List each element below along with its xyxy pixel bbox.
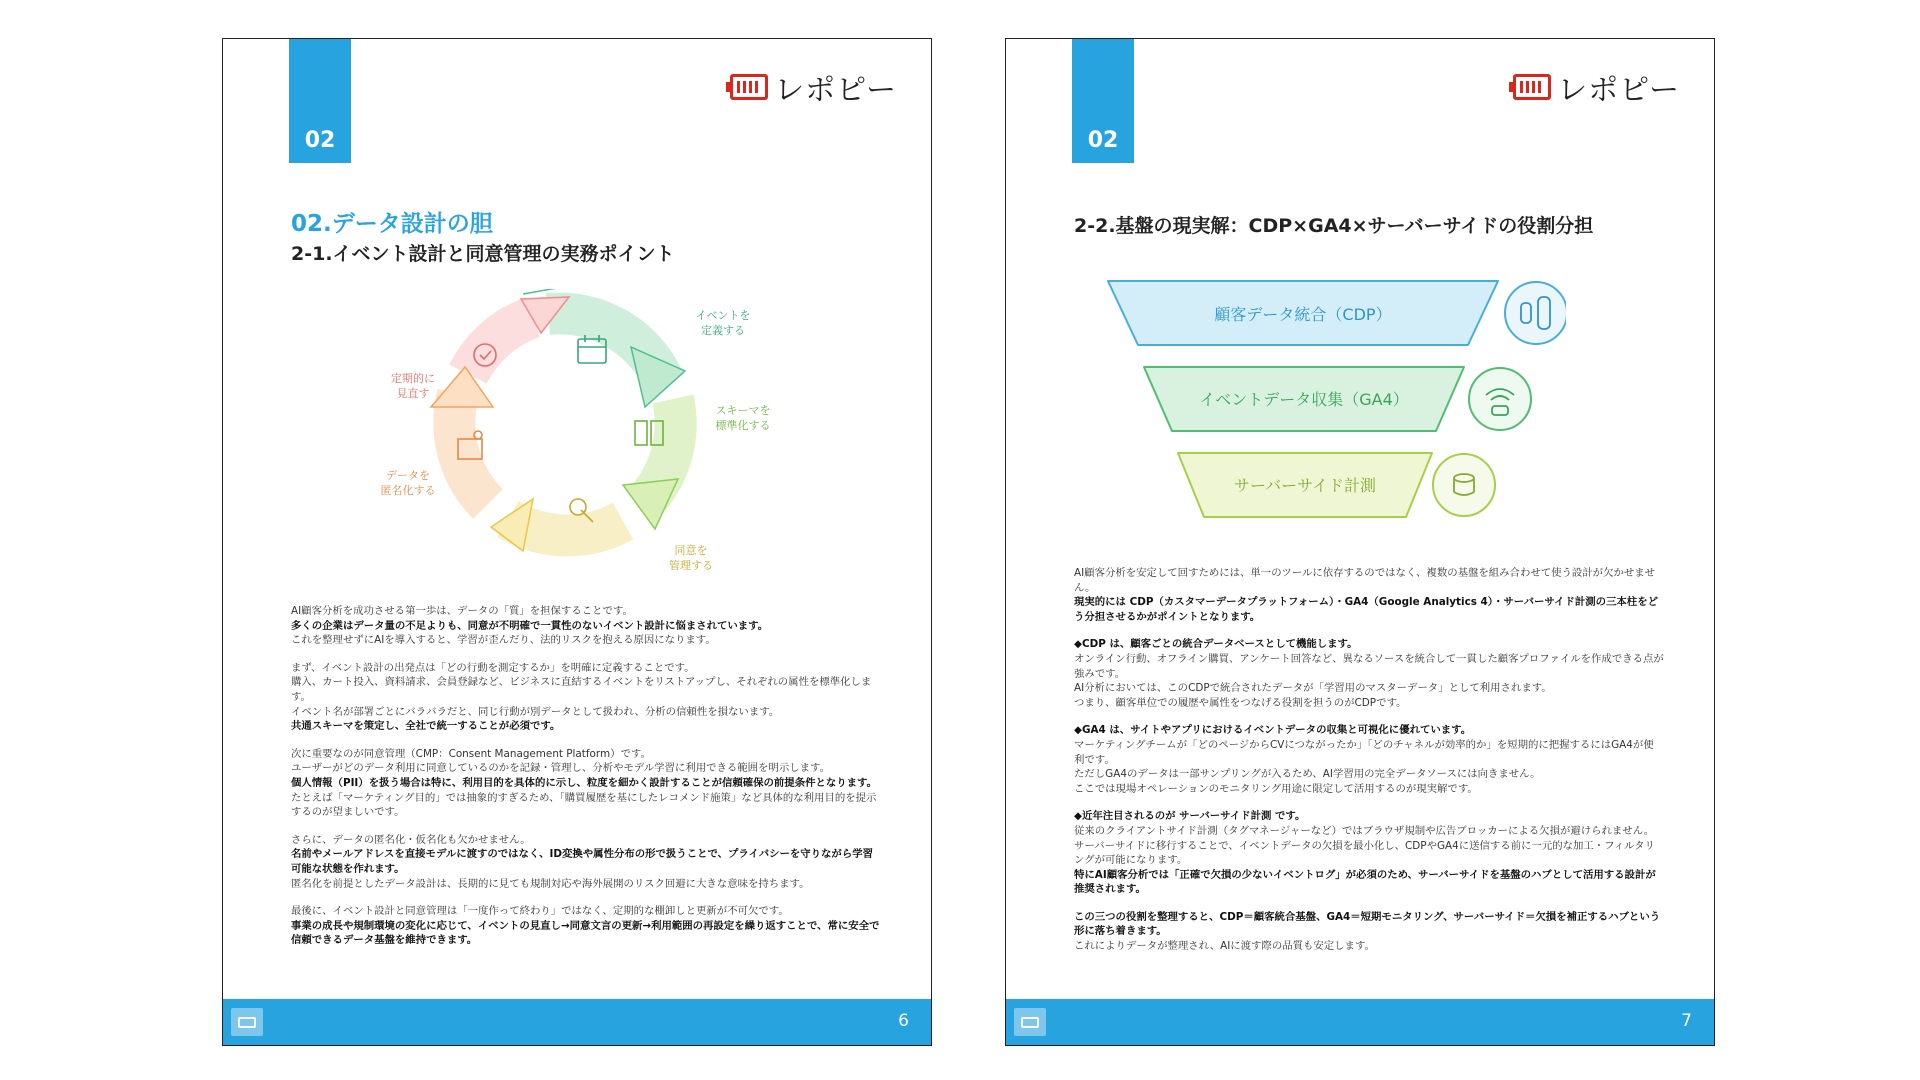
text-line: ただしGA4のデータは一部サンプリングが入るため、AI学習用の完全データソースには向きません。 xyxy=(1074,768,1541,781)
text-line: イベント名が部署ごとにバラバラだと、同じ行動が別データとして扱われ、分析の信頼性を損ないます。 xyxy=(291,705,780,718)
bold-line: 現実的には CDP（カスタマーデータプラットフォーム）・GA4（Google Analytics 4）・サーバーサイド計測の三本柱をどう分担させるかがポイントとなります。 xyxy=(1074,596,1658,623)
text-line: AI顧客分析を安定して回すためには、単一のツールに依存するのではなく、複数の基盤を組み合わせて使う設計が欠かせません。 xyxy=(1074,567,1656,594)
cycle-label-review-1: 定期的に xyxy=(391,372,435,385)
cycle-label-consent-1: 同意を xyxy=(674,544,708,557)
svg-text:定期的に見直す xyxy=(391,371,435,400)
bold-line: 事業の成長や規制環境の変化に応じて、イベントの見直し→同意文言の更新→利用範囲の再設定を繰り返すことで、常に安全で信頼できるデータ基盤を維持できます。 xyxy=(291,919,880,947)
text-line: オンライン行動、オフライン購買、アンケート回答など、異なるソースを統合して一貫した顧客プロファイルを作成できる点が強みです。 xyxy=(1074,652,1664,680)
svg-text:スキーマを標準化する xyxy=(716,404,771,432)
text-line: さらに、データの匿名化・仮名化も欠かせません。 xyxy=(291,833,531,846)
bold-line: 特にAI顧客分析では「正確で欠損の少ないイベントログ」が必須のため、サーバーサイドを基盤のハブとして活用する設計が推奨されます。 xyxy=(1074,868,1656,896)
paragraph xyxy=(291,604,881,648)
text-line: 匿名化を前提としたデータ設計は、長期的に見ても規制対応や海外展開のリスク回避に大きな意味を持ちます。 xyxy=(291,877,810,890)
cycle-label-anon-2: 匿名化する xyxy=(380,484,436,497)
cycle-label-consent-2: 管理する xyxy=(669,559,713,572)
bold-line: ◆CDP は、顧客ごとの統合データベースとして機能します。 xyxy=(1074,638,1358,651)
paragraph xyxy=(1074,910,1664,954)
bold-line: 共通スキーマを策定し、全社で統一することが必須です。 xyxy=(291,720,561,733)
text-line: AI分析においては、このCDPで統合されたデータが「学習用のマスターデータ」として利用されます。 xyxy=(1074,682,1552,695)
chapter-tab: 02 xyxy=(289,39,351,163)
logo-text: レポピー xyxy=(1557,73,1680,108)
logo xyxy=(1513,65,1680,109)
text-line: マーケティングチームが「どのページからCVにつながったか」「どのチャネルが効率的か」を短期的に把握するにはGA4が便利です。 xyxy=(1074,738,1654,766)
logo-mark-icon xyxy=(1513,74,1551,100)
bold-line: 名前やメールアドレスを直接モデルに渡すのではなく、ID変換や属性分布の形で扱うことで、プライバシーを守りながら学習可能な状態を作れます。 xyxy=(291,848,873,875)
svg-text:データを匿名化する xyxy=(381,469,436,497)
page-left xyxy=(222,38,932,1046)
page-title: 02.データ設計の胆 xyxy=(291,211,493,237)
bold-line: ◆GA4 は、サイトやアプリにおけるイベントデータの収集と可視化に優れています。 xyxy=(1074,724,1472,737)
footer-bar xyxy=(1006,999,1714,1045)
left-body-text xyxy=(291,604,881,961)
cycle-label-define-1: イベントを xyxy=(695,309,751,322)
paragraph xyxy=(291,904,881,948)
bold-line: 多くの企業はデータ量の不足よりも、同意が不明確で一貫性のないイベント設計に悩まされています。 xyxy=(291,619,769,632)
page-title: 2-2.基盤の現実解：CDP×GA4×サーバーサイドの役割分担 xyxy=(1074,215,1594,237)
paragraph xyxy=(291,833,881,891)
text-line: これを整理せずにAIを導入すると、学習が歪んだり、法的リスクを抱える原因になります。 xyxy=(291,634,716,647)
chapter-tab: 02 xyxy=(1072,39,1134,163)
paragraph xyxy=(291,661,881,734)
text-line: 最後に、イベント設計と同意管理は「一度作って終わり」ではなく、定期的な棚卸しと更新が不可欠です。 xyxy=(291,905,789,918)
svg-text:同意を管理する xyxy=(669,544,713,572)
bold-line: 個人情報（PII）を扱う場合は特に、利用目的を具体的に示し、粒度を細かく設計することが信頼確保の前提条件となります。 xyxy=(291,776,877,789)
paragraph xyxy=(291,747,881,820)
footer-logo-icon xyxy=(231,1008,263,1036)
cycle-label-anon-1: データを xyxy=(386,469,430,482)
text-line: つまり、顧客単位での履歴や属性をつなげる役割を担うのがCDPです。 xyxy=(1074,696,1407,709)
right-body-text xyxy=(1074,566,1664,967)
footer-logo-icon xyxy=(1014,1008,1046,1036)
bold-line: ◆近年注目されるのが サーバーサイド計測 です。 xyxy=(1074,810,1306,823)
bold-line: この三つの役割を整理すると、CDP＝顧客統合基盤、GA4＝短期モニタリング、サーバーサイド＝欠損を補正するハブという形に落ち着きます。 xyxy=(1074,910,1661,938)
database-icon xyxy=(1505,282,1566,344)
text-line: まず、イベント設計の出発点は「どの行動を測定するか」を明確に定義することです。 xyxy=(291,661,695,674)
page-number: 7 xyxy=(1681,1011,1692,1031)
text-line: ユーザーがどのデータ利用に同意しているのかを記録・管理し、分析やモデル学習に利用できる範囲を明示します。 xyxy=(291,762,830,775)
funnel-label-ga4: イベントデータ収集（GA4） xyxy=(1199,390,1409,409)
funnel-diagram xyxy=(1106,279,1566,529)
logo-text: レポピー xyxy=(774,73,897,108)
svg-text:イベントを定義する xyxy=(696,309,751,337)
cycle-label-schema-2: 標準化する xyxy=(715,419,771,432)
text-line: これによりデータが整理され、AIに渡す際の品質も安定します。 xyxy=(1074,940,1375,953)
page-right xyxy=(1005,38,1715,1046)
funnel-label-server: サーバーサイド計測 xyxy=(1233,476,1377,495)
wifi-cloud-icon xyxy=(1469,368,1531,430)
paragraph xyxy=(1074,723,1664,796)
footer-bar xyxy=(223,999,931,1045)
logo xyxy=(730,65,897,109)
text-line: AI顧客分析を成功させる第一歩は、データの「質」を担保することです。 xyxy=(291,605,633,617)
text-line: 従来のクライアントサイド計測（タグマネージャーなど）ではブラウザ規制や広告ブロッカーによる欠損が避けられません。 xyxy=(1074,824,1655,837)
text-line: 次に重要なのが同意管理（CMP：Consent Management Platform）です。 xyxy=(291,747,651,760)
cycle-label-schema-1: スキーマを xyxy=(715,404,771,417)
page-number: 6 xyxy=(898,1011,909,1031)
text-line: サーバーサイドに移行することで、イベントデータの欠損を最小化し、CDPやGA4に送信する前に一元的な加工・フィルタリングが可能になります。 xyxy=(1074,839,1655,867)
text-line: ここでは現場オペレーションのモニタリング用途に限定して活用するのが現実解です。 xyxy=(1074,782,1478,795)
paragraph xyxy=(1074,566,1664,624)
page-subtitle: 2-1.イベント設計と同意管理の実務ポイント xyxy=(291,243,675,265)
logo-mark-icon xyxy=(730,74,768,100)
text-line: 購入、カート投入、資料請求、会員登録など、ビジネスに直結するイベントをリストアップし、それぞれの属性を標準化します。 xyxy=(291,676,872,703)
cycle-label-define-2: 定義する xyxy=(701,324,745,337)
server-sync-icon xyxy=(1433,454,1495,516)
cycle-diagram xyxy=(373,289,783,579)
cycle-label-review-2: 見直す xyxy=(396,387,430,400)
paragraph xyxy=(1074,637,1664,710)
paragraph xyxy=(1074,809,1664,897)
text-line: たとえば「マーケティング目的」では抽象的すぎるため、「購買履歴を基にしたレコメンド施策」など具体的な利用目的を提示するのが望ましいです。 xyxy=(291,791,877,819)
funnel-label-cdp: 顧客データ統合（CDP） xyxy=(1214,305,1392,324)
